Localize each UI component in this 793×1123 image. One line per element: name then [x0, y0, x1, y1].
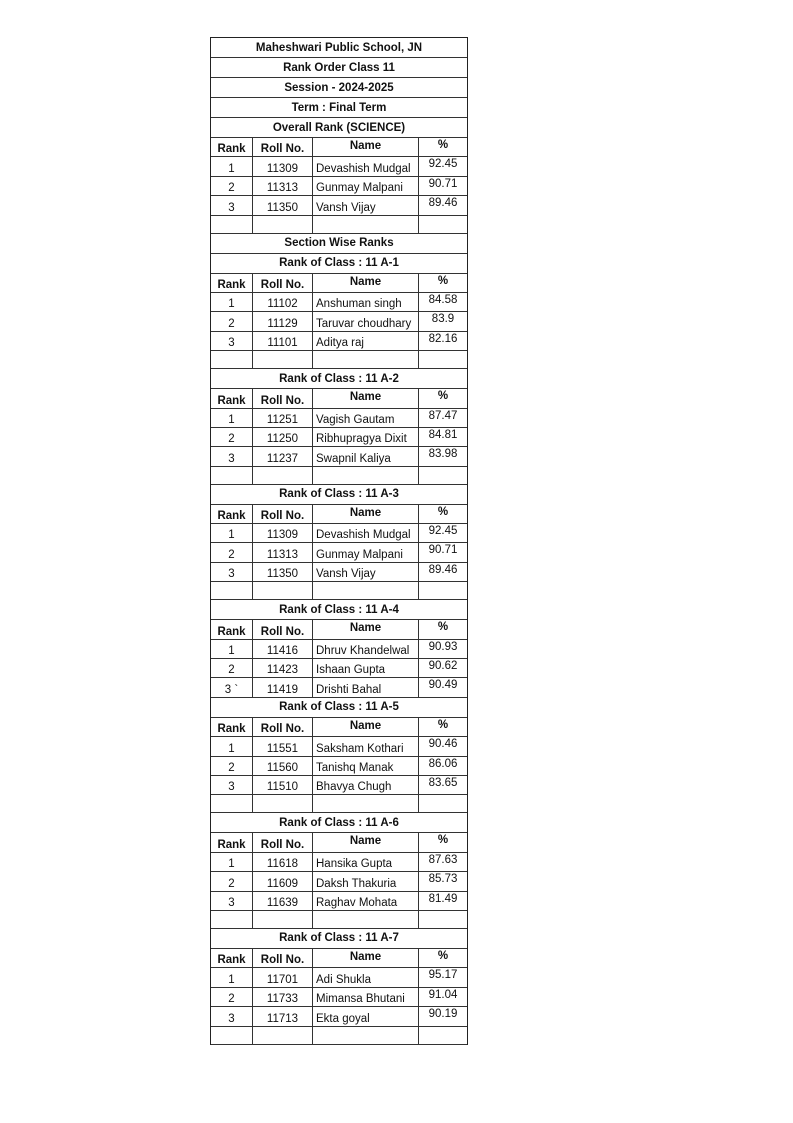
blank-row: [211, 467, 467, 485]
table-row: [211, 409, 467, 428]
blank-row: [211, 351, 467, 369]
roll-number-cell: 11309: [253, 524, 313, 542]
blank-cell: [211, 467, 253, 484]
blank-cell: [313, 351, 419, 368]
rank-column-header: Rank: [211, 949, 253, 967]
table-row: [211, 640, 467, 659]
blank-cell: [211, 351, 253, 368]
roll-column-header: Roll No.: [253, 505, 313, 523]
percentage-cell: 91.04: [428, 988, 458, 1001]
name-column-header: Name: [313, 949, 419, 967]
percentage-cell: 90.62: [428, 660, 458, 673]
column-header-row: [211, 949, 467, 968]
table-row: [211, 293, 467, 312]
student-name-cell: Tanishq Manak: [313, 757, 419, 775]
rank-cell: 3: [211, 196, 253, 214]
percentage-cell: 85.73: [428, 873, 458, 886]
student-name-cell: Gunmay Malpani: [313, 543, 419, 561]
student-name-cell: Devashish Mudgal: [313, 524, 419, 542]
rank-column-header: Rank: [211, 138, 253, 156]
blank-cell: [253, 582, 313, 599]
table-row: [211, 196, 467, 215]
roll-number-cell: 11713: [253, 1007, 313, 1025]
blank-cell: [253, 351, 313, 368]
rank-column-header: Rank: [211, 505, 253, 523]
roll-number-cell: 11551: [253, 737, 313, 755]
blank-row: [211, 1027, 467, 1045]
student-name-cell: Dhruv Khandelwal: [313, 640, 419, 658]
percentage-cell: 87.63: [428, 853, 458, 866]
blank-row: [211, 216, 467, 234]
roll-number-cell: 11560: [253, 757, 313, 775]
rank-column-header: Rank: [211, 389, 253, 407]
roll-column-header: Roll No.: [253, 274, 313, 292]
column-header-row: [211, 389, 467, 408]
roll-number-cell: 11701: [253, 968, 313, 986]
section-title: Rank of Class : 11 A-5: [211, 698, 467, 718]
rank-column-header: Rank: [211, 833, 253, 851]
blank-cell: [313, 582, 419, 599]
roll-number-cell: 11350: [253, 196, 313, 214]
percentage-cell: 82.16: [428, 332, 458, 345]
sections-container: [211, 118, 467, 1045]
percentage-cell: 87.47: [428, 409, 458, 422]
rank-cell: 2: [211, 177, 253, 195]
blank-cell: [313, 216, 419, 233]
table-row: [211, 892, 467, 911]
roll-number-cell: 11609: [253, 872, 313, 890]
table-row: [211, 543, 467, 562]
roll-number-cell: 11313: [253, 177, 313, 195]
rank-cell: 1: [211, 968, 253, 986]
percent-column-header: %: [437, 390, 449, 403]
percentage-cell: 84.58: [428, 293, 458, 306]
table-row: [211, 428, 467, 447]
student-name-cell: Mimansa Bhutani: [313, 988, 419, 1006]
rank-cell: 3: [211, 1007, 253, 1025]
percentage-cell: 90.49: [428, 679, 458, 692]
rank-order-title: Rank Order Class 11: [211, 58, 467, 78]
name-column-header: Name: [313, 620, 419, 638]
table-row: [211, 737, 467, 756]
rank-cell: 2: [211, 543, 253, 561]
roll-number-cell: 11416: [253, 640, 313, 658]
table-row: [211, 157, 467, 176]
blank-cell: [419, 582, 467, 599]
roll-column-header: Roll No.: [253, 138, 313, 156]
roll-number-cell: 11313: [253, 543, 313, 561]
blank-cell: [253, 1027, 313, 1044]
name-column-header: Name: [313, 138, 419, 156]
blank-cell: [211, 795, 253, 812]
section-title: Rank of Class : 11 A-1: [211, 254, 467, 274]
blank-cell: [419, 1027, 467, 1044]
column-header-row: [211, 833, 467, 852]
student-name-cell: Hansika Gupta: [313, 853, 419, 871]
rank-cell: 2: [211, 988, 253, 1006]
name-column-header: Name: [313, 833, 419, 851]
blank-cell: [419, 467, 467, 484]
student-name-cell: Raghav Mohata: [313, 892, 419, 910]
blank-row: [211, 582, 467, 600]
blank-cell: [211, 216, 253, 233]
percentage-cell: 84.81: [428, 428, 458, 441]
rank-cell: 1: [211, 853, 253, 871]
student-name-cell: Ishaan Gupta: [313, 659, 419, 677]
student-name-cell: Ekta goyal: [313, 1007, 419, 1025]
table-row: [211, 447, 467, 466]
term-title: Term : Final Term: [211, 98, 467, 118]
roll-number-cell: 11510: [253, 776, 313, 794]
column-header-row: [211, 620, 467, 639]
student-name-cell: Aditya raj: [313, 332, 419, 350]
rank-sheet: [210, 37, 468, 1045]
student-name-cell: Bhavya Chugh: [313, 776, 419, 794]
session-title: Session - 2024-2025: [211, 78, 467, 98]
percent-column-header: %: [437, 949, 449, 962]
section-title: Overall Rank (SCIENCE): [211, 118, 467, 138]
rank-cell: 2: [211, 659, 253, 677]
roll-column-header: Roll No.: [253, 620, 313, 638]
roll-column-header: Roll No.: [253, 949, 313, 967]
rank-cell: 2: [211, 312, 253, 330]
percentage-cell: 90.71: [428, 177, 458, 190]
rank-cell: 2: [211, 872, 253, 890]
rank-cell: 3: [211, 332, 253, 350]
table-row: [211, 853, 467, 872]
section-wise-title: Section Wise Ranks: [211, 234, 467, 254]
table-row: [211, 524, 467, 543]
student-name-cell: Vansh Vijay: [313, 563, 419, 581]
name-column-header: Name: [313, 389, 419, 407]
percent-column-header: %: [437, 718, 449, 731]
student-name-cell: Saksham Kothari: [313, 737, 419, 755]
roll-number-cell: 11618: [253, 853, 313, 871]
rank-cell: 1: [211, 640, 253, 658]
name-column-header: Name: [313, 718, 419, 736]
blank-cell: [313, 795, 419, 812]
percentage-cell: 92.45: [428, 525, 458, 538]
percent-column-header: %: [437, 274, 449, 287]
percentage-cell: 90.46: [428, 738, 458, 751]
blank-row: [211, 795, 467, 813]
blank-cell: [419, 216, 467, 233]
blank-cell: [419, 351, 467, 368]
roll-number-cell: 11309: [253, 157, 313, 175]
rank-column-header: Rank: [211, 718, 253, 736]
rank-cell: 1: [211, 157, 253, 175]
blank-cell: [211, 1027, 253, 1044]
student-name-cell: Swapnil Kaliya: [313, 447, 419, 465]
table-row: [211, 757, 467, 776]
blank-cell: [313, 467, 419, 484]
student-name-cell: Vansh Vijay: [313, 196, 419, 214]
blank-cell: [313, 1027, 419, 1044]
student-name-cell: Ribhupragya Dixit: [313, 428, 419, 446]
rank-cell: 3: [211, 447, 253, 465]
percentage-cell: 83.65: [428, 776, 458, 789]
student-name-cell: Taruvar choudhary: [313, 312, 419, 330]
name-column-header: Name: [313, 505, 419, 523]
rank-cell: 2: [211, 757, 253, 775]
table-row: [211, 968, 467, 987]
blank-cell: [419, 795, 467, 812]
school-title: Maheshwari Public School, JN: [211, 38, 467, 58]
blank-cell: [253, 795, 313, 812]
roll-column-header: Roll No.: [253, 718, 313, 736]
percent-column-header: %: [437, 139, 449, 151]
percentage-cell: 92.45: [428, 158, 458, 171]
percentage-cell: 83.98: [428, 448, 458, 461]
roll-column-header: Roll No.: [253, 389, 313, 407]
percent-column-header: %: [437, 834, 449, 847]
section-title: Rank of Class : 11 A-2: [211, 369, 467, 389]
percentage-cell: 86.06: [428, 757, 458, 770]
rank-column-header: Rank: [211, 274, 253, 292]
student-name-cell: Gunmay Malpani: [313, 177, 419, 195]
roll-number-cell: 11639: [253, 892, 313, 910]
table-row: [211, 659, 467, 678]
section-title: Rank of Class : 11 A-4: [211, 600, 467, 620]
table-row: [211, 988, 467, 1007]
rank-cell: 3: [211, 776, 253, 794]
table-row: [211, 312, 467, 331]
table-row: [211, 776, 467, 795]
student-name-cell: Devashish Mudgal: [313, 157, 419, 175]
roll-number-cell: 11102: [253, 293, 313, 311]
rank-cell: 2: [211, 428, 253, 446]
student-name-cell: Drishti Bahal: [313, 678, 419, 696]
rank-cell: 3 `: [211, 678, 253, 696]
blank-cell: [419, 911, 467, 928]
student-name-cell: Anshuman singh: [313, 293, 419, 311]
percentage-cell: 90.71: [428, 544, 458, 557]
percentage-cell: 89.46: [428, 563, 458, 576]
column-header-row: [211, 274, 467, 293]
column-header-row: [211, 138, 467, 157]
rank-column-header: Rank: [211, 620, 253, 638]
percentage-cell: 90.19: [428, 1008, 458, 1021]
table-row: [211, 1007, 467, 1026]
roll-column-header: Roll No.: [253, 833, 313, 851]
section-title: Rank of Class : 11 A-6: [211, 813, 467, 833]
percentage-cell: 90.93: [428, 640, 458, 653]
table-row: [211, 332, 467, 351]
blank-cell: [253, 216, 313, 233]
roll-number-cell: 11350: [253, 563, 313, 581]
rank-cell: 3: [211, 892, 253, 910]
rank-cell: 1: [211, 409, 253, 427]
table-row: [211, 563, 467, 582]
roll-number-cell: 11419: [253, 678, 313, 696]
roll-number-cell: 11733: [253, 988, 313, 1006]
blank-cell: [253, 467, 313, 484]
roll-number-cell: 11129: [253, 312, 313, 330]
blank-cell: [211, 582, 253, 599]
percent-column-header: %: [437, 621, 449, 634]
column-header-row: [211, 505, 467, 524]
blank-cell: [211, 911, 253, 928]
blank-cell: [253, 911, 313, 928]
roll-number-cell: 11237: [253, 447, 313, 465]
rank-cell: 3: [211, 563, 253, 581]
percentage-cell: 95.17: [428, 969, 458, 982]
roll-number-cell: 11251: [253, 409, 313, 427]
percentage-cell: 83.9: [431, 313, 455, 326]
student-name-cell: Daksh Thakuria: [313, 872, 419, 890]
roll-number-cell: 11101: [253, 332, 313, 350]
section-title: Rank of Class : 11 A-3: [211, 485, 467, 505]
student-name-cell: Vagish Gautam: [313, 409, 419, 427]
rank-cell: 1: [211, 293, 253, 311]
name-column-header: Name: [313, 274, 419, 292]
roll-number-cell: 11250: [253, 428, 313, 446]
blank-row: [211, 911, 467, 929]
table-row: [211, 872, 467, 891]
rank-cell: 1: [211, 737, 253, 755]
rank-cell: 1: [211, 524, 253, 542]
blank-cell: [313, 911, 419, 928]
table-row: [211, 177, 467, 196]
column-header-row: [211, 718, 467, 737]
percentage-cell: 81.49: [428, 892, 458, 905]
percent-column-header: %: [437, 505, 449, 518]
percentage-cell: 89.46: [428, 197, 458, 210]
roll-number-cell: 11423: [253, 659, 313, 677]
table-row: [211, 678, 467, 697]
student-name-cell: Adi Shukla: [313, 968, 419, 986]
section-title: Rank of Class : 11 A-7: [211, 929, 467, 949]
